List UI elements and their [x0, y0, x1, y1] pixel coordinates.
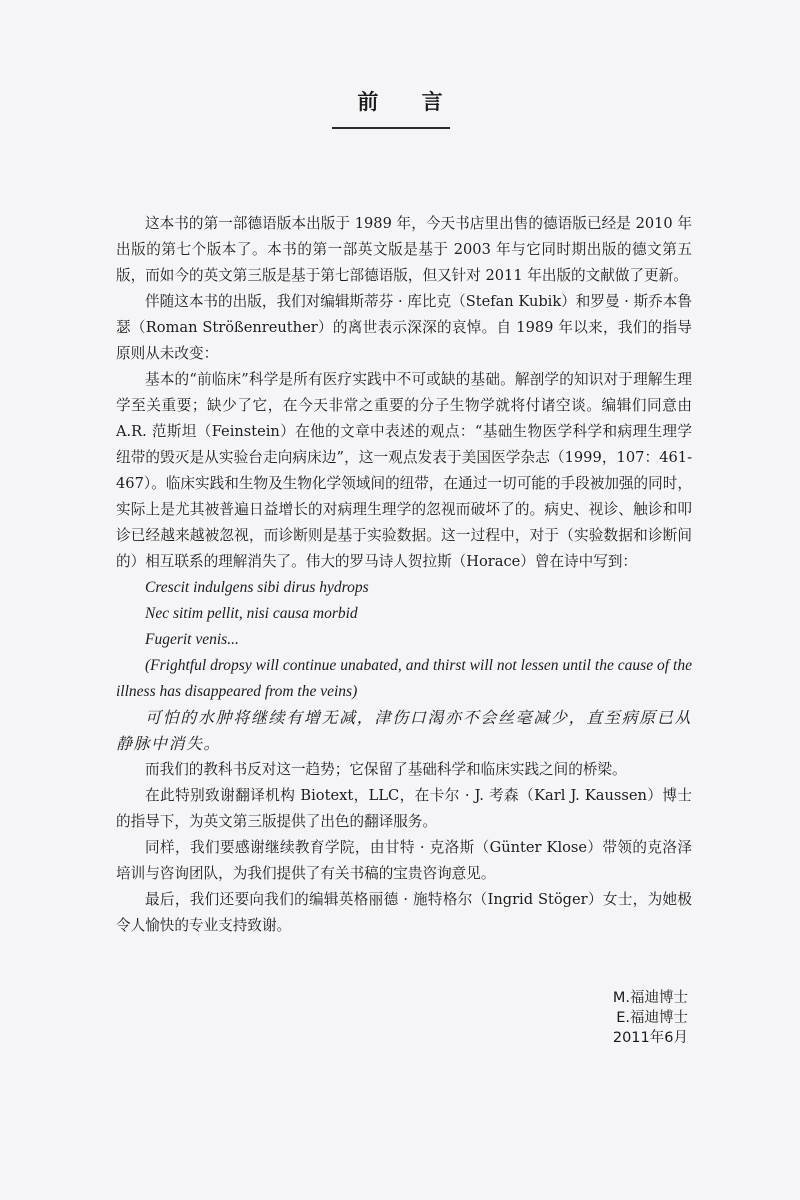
- paragraph-edition-history: 这本书的第一部德语版本出版于 1989 年，今天书店里出售的德语版已经是 2010 年出版的第七个版本了。本书的第一部英文版是基于 2003 年与它同时期出版的德文第五版，而如今的英文第三版是基于第七部德语版，但又针对 2011 年出版的文献做了更新。: [116, 215, 692, 284]
- author-name-1: M.福迪博士: [612, 990, 688, 1006]
- poem-chinese-translation: 可怕的水肿将继续有增无减，津伤口渴亦不会丝毫减少，直至病原已从静脉中消失。: [116, 708, 692, 753]
- title-underline: [332, 127, 450, 129]
- poem-english-translation: (Frightful dropsy will continue unabated, and thirst will not lessen until the cause of the illness has disappeared from the veins): [116, 657, 692, 700]
- signature-block: [613, 988, 688, 1048]
- poem-line-1: Crescit indulgens sibi dirus hydrops: [145, 579, 369, 596]
- poem-line-3: Fugerit venis...: [145, 631, 239, 648]
- preface-body: [116, 211, 692, 939]
- paragraph-textbook-bridge: 而我们的教科书反对这一趋势；它保留了基础科学和临床实践之间的桥梁。: [145, 761, 627, 778]
- signature-date: 2011年6月: [612, 1030, 688, 1046]
- paragraph-thanks-editor: 最后，我们还要向我们的编辑英格丽德 · 施特格尔（Ingrid Stöger）女士，为她极令人愉快的专业支持致谢。: [116, 891, 692, 934]
- page-title: 前 言: [357, 90, 461, 114]
- paragraph-thanks-translation: 在此特别致谢翻译机构 Biotext，LLC，在卡尔 · J. 考森（Karl J. Kaussen）博士的指导下，为英文第三版提供了出色的翻译服务。: [116, 787, 692, 830]
- poem-line-2: Nec sitim pellit, nisi causa morbid: [145, 605, 358, 622]
- paragraph-condolence: 伴随这本书的出版，我们对编辑斯蒂芬 · 库比克（Stefan Kubik）和罗曼 · 斯乔本鲁瑟（Roman Strößenreuther）的离世表示深深的哀悼。自 1989 年以来，我们的指导原则从未改变：: [116, 293, 692, 362]
- paragraph-principles: 基本的“前临床”科学是所有医疗实践中不可或缺的基础。解剖学的知识对于理解生理学至关重要；缺少了它，在今天非常之重要的分子生物学就将付诸空谈。编辑们同意由 A.R. 范斯坦（Feinstein）在他的文章中表述的观点：“基础生物医学科学和病理生理学纽带的毁灭是从实验台走向病床边”，这一观点发表于美国医学杂志（1999，107：461-467）。临床实践和生物及生物化学领域间的纽带，在通过一切可能的手段被加强的同时，实际上是尤其被普遍日益增长的对病理生理学的忽视而破坏了的。病史、视诊、触诊和叩诊已经越来越被忽视，而诊断则是基于实验数据。这一过程中，对于（实验数据和诊断间的）相互联系的理解消失了。伟大的罗马诗人贺拉斯（Horace）曾在诗中写到：: [116, 371, 692, 570]
- paragraph-thanks-consulting: 同样，我们要感谢继续教育学院，由甘特 · 克洛斯（Günter Klose）带领的克洛泽培训与咨询团队，为我们提供了有关书稿的宝贵咨询意见。: [116, 839, 692, 882]
- author-name-2: E.福迪博士: [616, 1010, 688, 1026]
